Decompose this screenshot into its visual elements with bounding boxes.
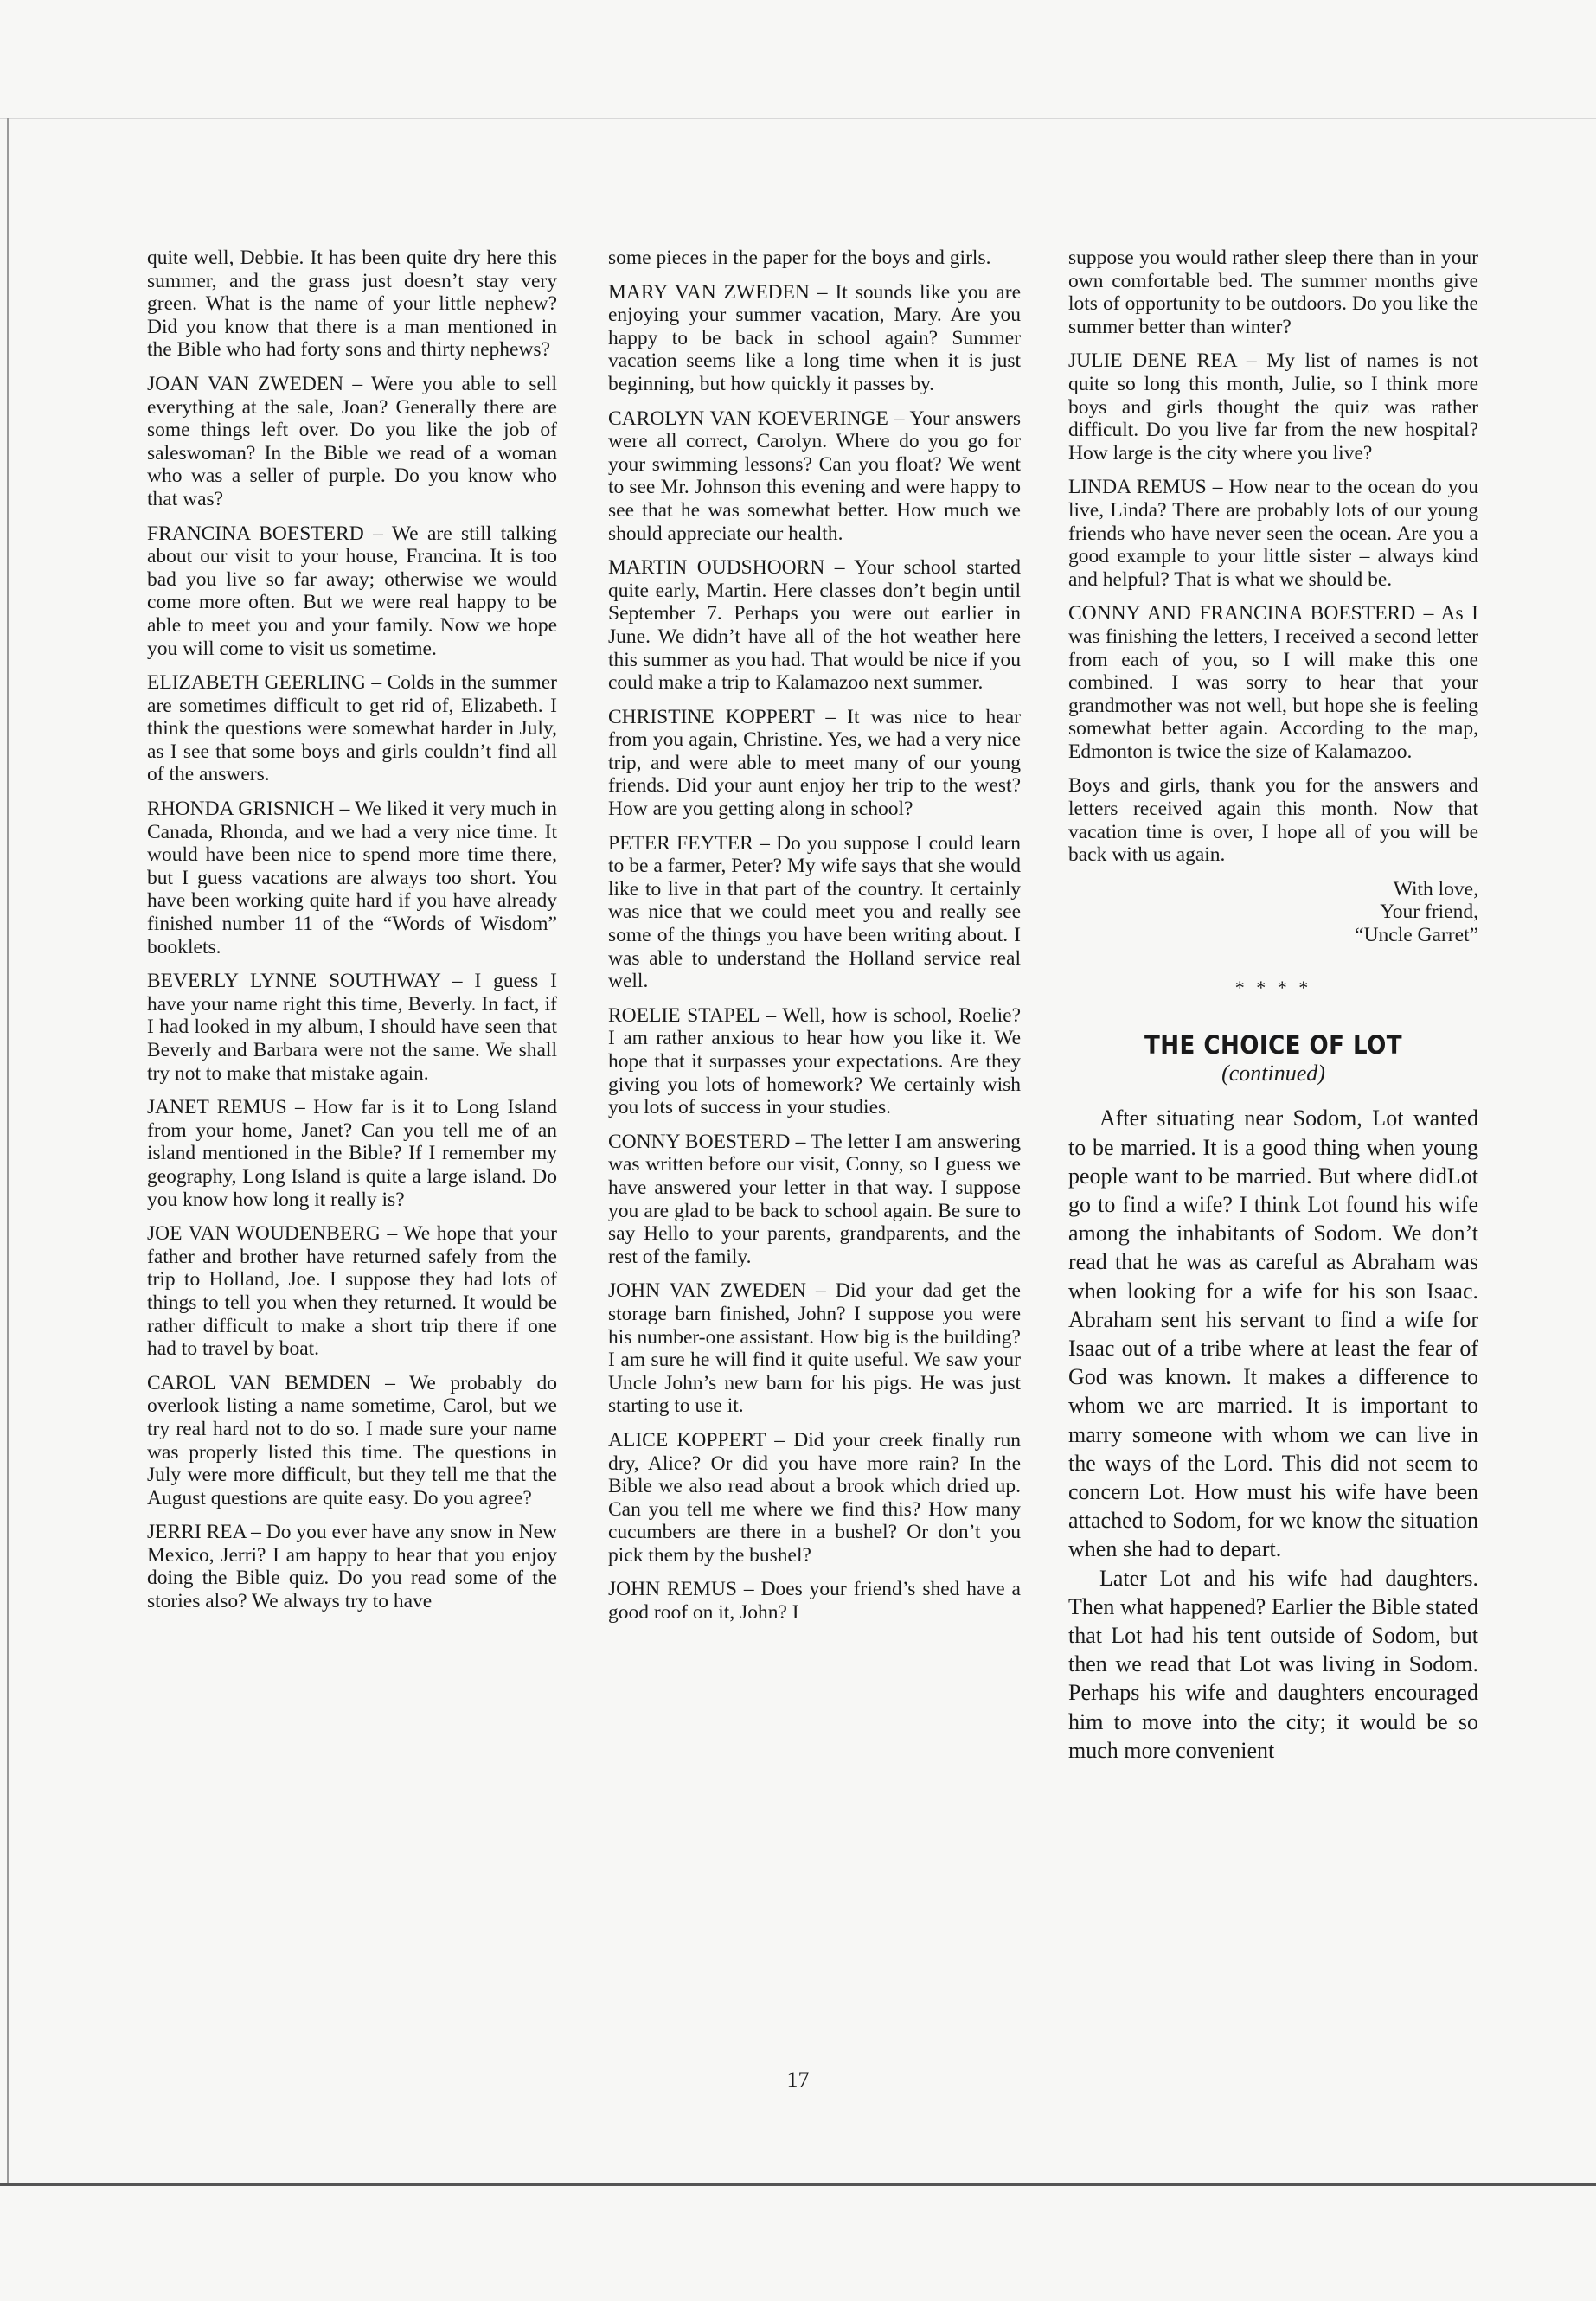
closing-paragraph: Boys and girls, thank you for the answers and letters received again this month. Now that vacation time is over, I hope all of you will be back with us again. xyxy=(1068,774,1478,867)
story-title: THE CHOICE OF LOT xyxy=(1144,1030,1402,1061)
letter-paragraph: CONNY BOESTERD – The letter I am answering was written before our visit, Conny, so I guess we have answered your letter in that way. I suppose you are glad to be back to school again. Be sure to say Hello to your parents, grandparents, and the rest of the family. xyxy=(608,1130,1021,1268)
column-3 xyxy=(1068,247,1478,1765)
letter-paragraph: some pieces in the paper for the boys and girls. xyxy=(608,247,991,269)
letter-paragraph: JANET REMUS – How far is it to Long Island from your home, Janet? Can you tell me of an island mentioned in the Bible? If I remember my geography, Long Island is quite a large island. Do you know how long it really is? xyxy=(147,1096,557,1211)
letter-paragraph: MARTIN OUDSHOORN – Your school started quite early, Martin. Here classes don’t begin until September 7. Perhaps you were out earlier in June. We didn’t have all of the hot weather here this summer as you had. That would be nice if you could make a trip to Kalamazoo next summer. xyxy=(608,556,1021,695)
page-number: 17 xyxy=(786,2067,810,2093)
letter-paragraph: CAROLYN VAN KOEVERINGE – Your answers were all correct, Carolyn. Where do you go for your swimming lessons? Can you float? We went to see Mr. Johnson this evening and were happy to see that he was somewhat better. How much we should appreciate our health. xyxy=(608,407,1021,545)
scan-edge-left xyxy=(7,118,9,2185)
letter-paragraph: RHONDA GRISNICH – We liked it very much in Canada, Rhonda, and we had a very nice time. It would have been nice to spend more time there, but I guess vacations are always too short. You have been working quite hard if you have already finished number 11 of the “Words of Wisdom” booklets. xyxy=(147,798,557,958)
scan-edge-top xyxy=(0,118,1596,119)
letter-paragraph: quite well, Debbie. It has been quite dry here this summer, and the grass just doesn’t stay very green. What is the name of your little nephew? Did you know that there is a man mentioned in the Bible who had forty sons and thirty nephews? xyxy=(147,247,557,362)
letter-paragraph: PETER FEYTER – Do you suppose I could learn to be a farmer, Peter? My wife says that she would like to live in that part of the country. It certainly was nice that we could meet you and really see some of the things you have been writing about. I was able to understand the Holland service real well. xyxy=(608,831,1021,993)
letter-paragraph: JOE VAN WOUDENBERG – We hope that your father and brother have returned safely from the trip to Holland, Joe. I suppose they had lots of things to tell you when they returned. It would be rather difficult to make a short trip there if one had to travel by boat. xyxy=(147,1222,557,1361)
letter-paragraph: JOAN VAN ZWEDEN – Were you able to sell everything at the sale, Joan? Generally there are some things left over. Do you like the job of saleswoman? In the Bible we read of a woman who was a seller of purple. Do you know who that was? xyxy=(147,372,557,510)
letter-paragraph: ALICE KOPPERT – Did your creek finally run dry, Alice? Or did you have more rain? In the Bible we also read about a brook which dried up. Can you tell me where we find this? How many cucumbers are there in a bushel? Or don’t you pick them by the bushel? xyxy=(608,1428,1021,1567)
letter-paragraph: LINDA REMUS – How near to the ocean do you live, Linda? There are probably lots of our young friends who have never seen the ocean. Are you a good example to your little sister – always kind and helpful? That is what we should be. xyxy=(1068,476,1478,591)
scan-edge-bottom xyxy=(0,2183,1596,2186)
column-2 xyxy=(608,247,1021,1636)
signature-block xyxy=(1068,878,1478,947)
letter-paragraph: ROELIE STAPEL – Well, how is school, Roelie? I am rather anxious to hear how you like it. We hope that it surpasses your expectations. Are they giving you lots of homework? We certainly wish you lots of success in your studies. xyxy=(608,1003,1021,1119)
letter-paragraph: FRANCINA BOESTERD – We are still talking about our visit to your house, Francina. It is too bad you live so far away; otherwise we would come more often. But we were real happy to be able to meet you and your family. Now we hope you will come to visit us sometime. xyxy=(147,522,557,660)
letter-paragraph: CAROL VAN BEMDEN – We probably do overlook listing a name sometime, Carol, but we try real hard not to do so. I made sure your name was properly listed this time. The questions in July were more difficult, but they tell me that the August questions are quite easy. Do you agree? xyxy=(147,1371,557,1509)
column-1 xyxy=(147,247,557,1625)
letter-paragraph: CHRISTINE KOPPERT – It was nice to hear from you again, Christine. Yes, we had a very nice trip, and were able to meet many of our young friends. Did your aunt enjoy her trip to the west? How are you getting along in school? xyxy=(608,705,1021,821)
story-paragraph: After situating near Sodom, Lot wanted to be married. It is a good thing when young people want to be married. But where didLot go to find a wife? I think Lot found his wife among the inhabitants of Sodom. We don’t read that he was as careful as Abraham was when looking for a wife for his son Isaac. Abraham sent his servant to find a wife for Isaac out of a tribe where at least the fear of God was known. It makes a difference to whom we are married. It is important to marry someone with whom we can live in the ways of the Lord. This did not seem to concern Lot. How must his wife have been attached to Sodom, for we know the situation when she had to depart. xyxy=(1068,1106,1478,1562)
story-paragraph: Later Lot and his wife had daughters. Then what happened? Earlier the Bible stated that Lot had his tent outside of Sodom, but then we read that Lot was living in Sodom. Perhaps his wife and daughters encouraged him to move into the city; it would be so much more convenient xyxy=(1068,1565,1478,1763)
letter-paragraph: JERRI REA – Do you ever have any snow in New Mexico, Jerri? I am happy to hear that you enjoy doing the Bible quiz. Do you read some of the stories also? We always try to have xyxy=(147,1521,557,1613)
closing-signature: “Uncle Garret” xyxy=(1355,924,1478,947)
section-separator: * * * * xyxy=(1234,976,1312,998)
letter-paragraph: JULIE DENE REA – My list of names is not quite so long this month, Julie, so I think more boys and girls thought the quiz was rather difficult. Do you live far from the new hospital? How large is the city where you live? xyxy=(1068,349,1478,465)
letter-paragraph: CONNY AND FRANCINA BOESTERD – As I was finishing the letters, I received a second letter from each of you, so I will make this one combined. I was sorry to hear that your grandmother was not well, but hope she is feeling somewhat better again. According to the map, Edmonton is twice the size of Kalamazoo. xyxy=(1068,602,1478,763)
letter-paragraph: MARY VAN ZWEDEN – It sounds like you are enjoying your summer vacation, Mary. Are you happy to be back in school again? Summer vacation seems like a long time when it is just beginning, but how quickly it passes by. xyxy=(608,280,1021,395)
letter-paragraph: BEVERLY LYNNE SOUTHWAY – I guess I have your name right this time, Beverly. In fact, if I had looked in my album, I should have seen that Beverly and Barbara were not the same. We shall try not to make that mistake again. xyxy=(147,970,557,1085)
letter-paragraph: suppose you would rather sleep there than in your own comfortable bed. The summer months give lots of opportunity to be outdoors. Do you like the summer better than winter? xyxy=(1068,247,1478,338)
closing-line: Your friend, xyxy=(1380,901,1478,924)
closing-line: With love, xyxy=(1393,877,1478,901)
story-subtitle: (continued) xyxy=(1221,1060,1325,1086)
letter-paragraph: JOHN VAN ZWEDEN – Did your dad get the storage barn finished, John? I suppose you were his number-one assistant. How big is the building? I am sure he will find it quite useful. We saw your Uncle John’s new barn for his pigs. He was just starting to use it. xyxy=(608,1279,1021,1418)
story-body xyxy=(1068,1104,1478,1765)
letter-paragraph: JOHN REMUS – Does your friend’s shed have a good roof on it, John? I xyxy=(608,1578,1021,1625)
letter-paragraph: ELIZABETH GEERLING – Colds in the summer are sometimes difficult to get rid of, Elizabeth. I think the questions were somewhat harder in July, as I see that some boys and girls couldn’t find all of the answers. xyxy=(147,671,557,786)
